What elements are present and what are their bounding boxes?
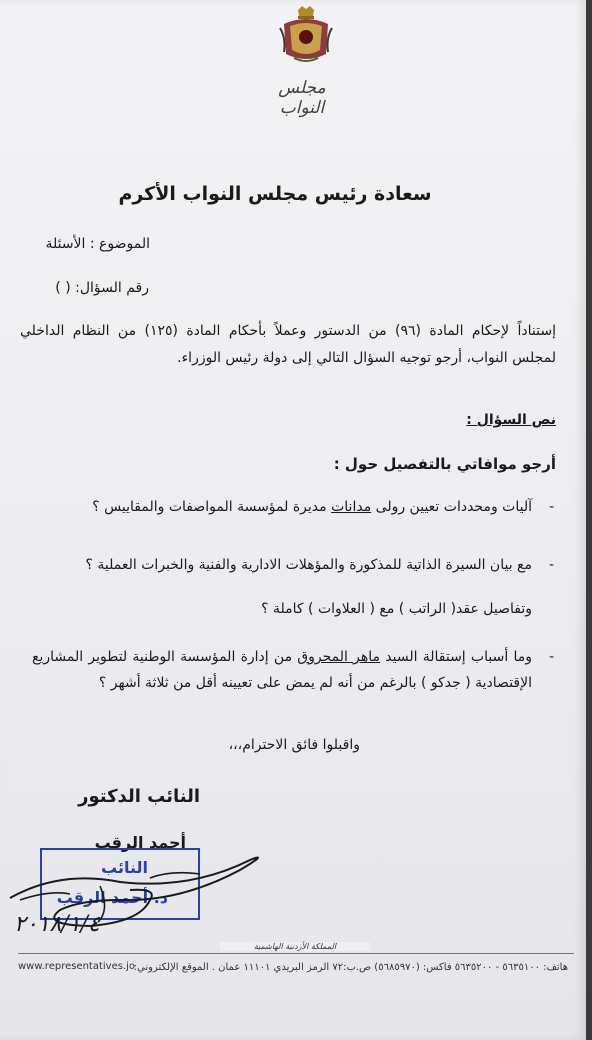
- item-dash: -: [548, 649, 554, 665]
- item-underlined-name: مدانات: [331, 499, 372, 515]
- footer-divider: [18, 953, 574, 954]
- item-text: وما أسباب إستقالة السيد: [380, 649, 532, 665]
- signatory-rank: النائب الدكتور: [78, 786, 200, 807]
- item-text-end: من إدارة المؤسسة الوطنية لتطوير المشاريع الإقتصادية ( جدكو ) بالرغم من أنه لم يمض على تعيينه أقل من ثلاثة أشهر ؟: [32, 649, 532, 691]
- question-number-line: رقم السؤال: ( ): [55, 280, 149, 296]
- question-item: [32, 552, 554, 578]
- item-dash: -: [548, 499, 554, 515]
- intro-paragraph: إستناداً لإحكام المادة (٩٦) من الدستور وعملاً بأحكام المادة (١٢٥) من النظام الداخلي لمجلس النواب، أرجو توجيه السؤال التالي إلى دولة رئيس الوزراء.: [20, 323, 556, 366]
- subject-line: الموضوع : الأسئلة: [45, 236, 150, 252]
- stamp-line-2: د. أحمد الرقب: [56, 888, 168, 907]
- question-item: [36, 494, 554, 520]
- question-item: [32, 644, 554, 696]
- handwritten-date: ٢٠١٨/١/٤: [14, 912, 100, 937]
- page-edge-shadow: [586, 0, 592, 1040]
- item-text: مع بيان السيرة الذاتية للمذكورة والمؤهلات الادارية والفنية والخبرات العملية ؟: [85, 557, 532, 573]
- coat-of-arms-icon: [276, 4, 336, 68]
- addressee-title: سعادة رئيس مجلس النواب الأكرم: [118, 183, 432, 205]
- signatory-name: أحمد الرقب: [94, 833, 186, 852]
- request-line: أرجو موافاتي بالتفصيل حول :: [333, 455, 556, 473]
- footer-contact: هاتف: ٥٦٣٥١٠٠ - ٥٦٣٥٢٠٠ فاكس: (٥٦٨٥٩٧٠) ص.ب:٧٢ الرمز البريدي ١١١٠١ عمان . الموقع الإلكتروني:: [133, 962, 568, 973]
- institution-header: مجلس النواب: [278, 78, 326, 118]
- question-heading: نص السؤال :: [466, 412, 556, 428]
- item-text: آليات ومحددات تعيين رولى: [371, 499, 532, 515]
- item-text: وتفاصيل عقد( الراتب ) مع ( العلاوات ) كاملة ؟: [261, 601, 532, 617]
- question-item: [32, 596, 532, 622]
- stamp-line-1: النائب: [101, 858, 148, 877]
- footer-organization: المملكة الأردنية الهاشمية: [220, 942, 370, 951]
- closing-line: واقبلوا فائق الاحترام،،،: [228, 737, 360, 753]
- footer-website: www.representatives.jo: [18, 961, 136, 972]
- item-underlined-name: ماهر المحروق: [297, 649, 381, 665]
- item-dash: -: [548, 557, 554, 573]
- item-text-end: مديرة لمؤسسة المواصفات والمقاييس ؟: [92, 499, 332, 515]
- handwritten-signature-icon: [0, 830, 280, 960]
